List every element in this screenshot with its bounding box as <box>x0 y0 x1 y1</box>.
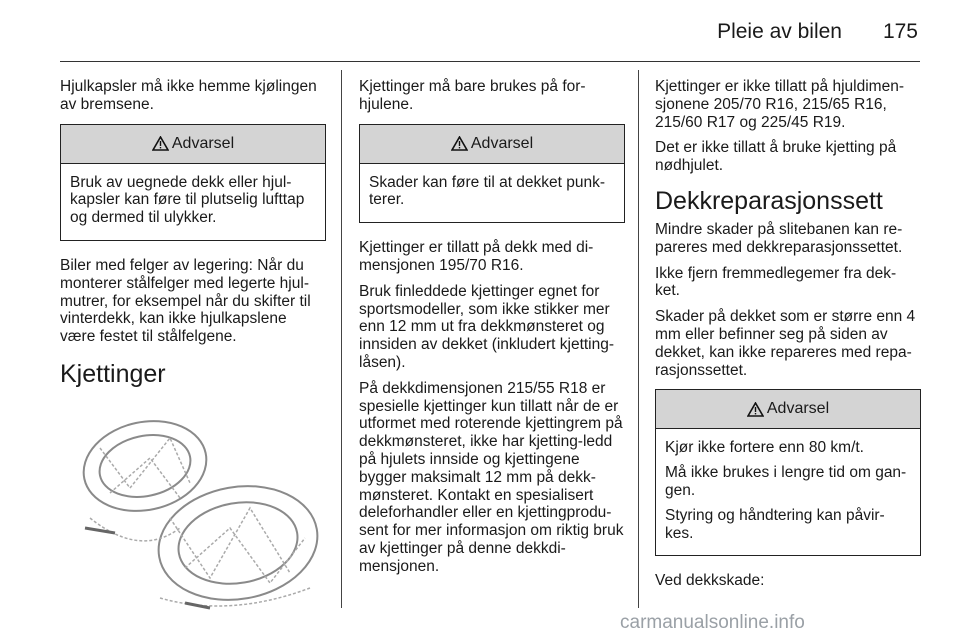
warning-icon <box>747 402 764 417</box>
section-heading: Kjettinger <box>60 359 166 388</box>
warning-text: Bruk av uegnede dekk eller hjul-kapsler kan føre til plutselig lufttap og dermed til ulykker. <box>70 173 305 227</box>
column-2 <box>359 78 625 584</box>
paragraph: Det er ikke tillatt å bruke kjetting på nødhjulet. <box>655 139 897 175</box>
warning-box <box>60 124 326 241</box>
header-rule <box>60 61 920 62</box>
paragraph: Kjettinger må bare brukes på for-hjulene. <box>359 78 586 113</box>
warning-text: Må ikke brukes i lengre tid om gan-gen. <box>665 464 907 499</box>
paragraph: På dekkdimensjonen 215/55 R18 er spesielle kjettinger kun tillatt når de er utformet med roterende kjettingrem på dekkmønsteret, ikke har kjetting-ledd på hjulets innside og kjettingene bygger maksimalt 12 mm på dekk-mønsteret. Kontakt en spesialisert deleforhandler eller en kjettingprodu-sent for mer informasjon om riktig bruk av kjettinger på denne dekkdi-mensjonen. <box>359 379 624 575</box>
paragraph: Skader på dekket som er større enn 4 mm eller befinner seg på siden av dekket, kan ikke repareres med repa-rasjonssettet. <box>655 308 916 379</box>
warning-icon <box>152 136 169 151</box>
warning-box <box>359 124 625 224</box>
column-divider <box>638 70 639 608</box>
warning-icon <box>451 136 468 151</box>
warning-title: Advarsel <box>766 400 830 418</box>
warning-box <box>655 389 921 556</box>
warning-header <box>656 390 920 429</box>
paragraph: Biler med felger av legering: Når du monterer stålfelger med legerte hjul-mutrer, for eksempel når du skifter til vinterdekk, kan ikke hjulkapslene være festet til stålfelgene. <box>60 256 311 346</box>
snow-chains-illustration <box>60 408 328 626</box>
column-3 <box>655 78 921 598</box>
watermark: carmanualsonline.info <box>620 612 805 633</box>
paragraph: Hjulkapsler må ikke hemme kjølingen av bremsene. <box>60 78 317 113</box>
paragraph: Ikke fjern fremmedlegemer fra dek-ket. <box>655 264 897 300</box>
warning-text: Kjør ikke fortere enn 80 km/t. <box>665 439 864 457</box>
page-title: Pleie av bilen <box>717 20 842 43</box>
warning-title: Advarsel <box>470 134 534 152</box>
warning-header <box>360 125 624 164</box>
page-header <box>0 0 960 62</box>
paragraph: Ved dekkskade: <box>655 572 765 590</box>
paragraph: Mindre skader på slitebanen kan re-pareres med dekkreparasjonssettet. <box>655 220 903 256</box>
warning-text: Skader kan føre til at dekket punk-terer. <box>369 173 606 209</box>
warning-text: Styring og håndtering kan påvir-kes. <box>665 506 885 542</box>
column-1 <box>60 78 326 631</box>
warning-title: Advarsel <box>171 134 235 152</box>
warning-header <box>61 125 325 164</box>
paragraph: Kjettinger er ikke tillatt på hjuldimen-sjonene 205/70 R16, 215/65 R16, 215/60 R17 og 225/45 R19. <box>655 78 904 131</box>
paragraph: Bruk finleddede kjettinger egnet for sportsmodeller, som ikke stikker mer enn 12 mm ut fra dekkmønsteret og innsiden av dekket (inkludert kjetting-låsen). <box>359 282 615 371</box>
column-divider <box>341 70 342 608</box>
section-heading: Dekkreparasjonssett <box>655 186 883 215</box>
page-number: 175 <box>882 20 918 43</box>
paragraph: Kjettinger er tillatt på dekk med di-mensjonen 195/70 R16. <box>359 239 594 274</box>
